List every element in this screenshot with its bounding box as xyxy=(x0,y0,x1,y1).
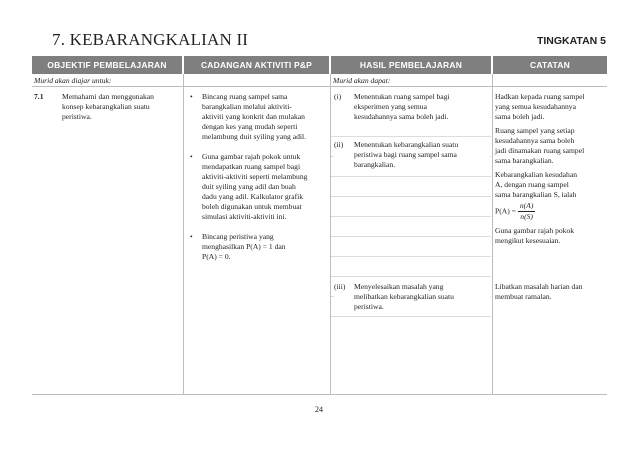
column-divider xyxy=(183,74,184,394)
catatan-line: sama boleh jadi. xyxy=(495,112,545,121)
aktiviti-bullet-3 xyxy=(190,232,328,262)
row-divider xyxy=(32,394,607,395)
formula-fraction xyxy=(518,201,536,222)
objektif-text xyxy=(62,92,180,122)
hasil-label: (ii) xyxy=(334,140,344,149)
aktiviti-line: Guna gambar rajah pokok untuk xyxy=(202,152,301,161)
hasil-label: (iii) xyxy=(334,282,346,291)
hasil-line: barangkalian. xyxy=(354,160,396,169)
aktiviti-line: duit syiling yang adil dan buah xyxy=(202,182,296,191)
catatan-line: Hadkan kepada ruang sampel xyxy=(495,92,585,101)
aktiviti-line: simulasi aktiviti-aktiviti ini. xyxy=(202,212,287,221)
aktiviti-bullet-1 xyxy=(190,92,328,142)
row-divider xyxy=(32,86,607,87)
catatan-column xyxy=(495,92,607,246)
catatan-line: Kebarangkalian kesudahan xyxy=(495,170,578,179)
catatan-line: Libatkan masalah harian dan xyxy=(495,282,583,291)
header-catatan: CATATAN xyxy=(493,56,607,74)
aktiviti-bullet-2 xyxy=(190,152,328,222)
probability-formula xyxy=(495,201,607,222)
catatan-line: yang semua kesudahannya xyxy=(495,102,576,111)
hasil-line: peristiwa. xyxy=(354,302,384,311)
level-label: TINGKATAN 5 xyxy=(536,35,606,47)
aktiviti-line: P(A) = 0. xyxy=(202,252,231,261)
objektif-subheader: Murid akan diajar untuk: xyxy=(34,76,112,85)
catatan-paragraph-2 xyxy=(495,126,607,166)
hasil-line: melibatkan kebarangkalian suatu xyxy=(354,292,454,301)
header-hasil: HASIL PEMBELAJARAN xyxy=(331,56,491,74)
hasil-label: (i) xyxy=(334,92,342,101)
hasil-line: Menentukan kebarangkalian suatu xyxy=(354,140,459,149)
aktiviti-line: melambung duit syiling yang adil. xyxy=(202,132,306,141)
hasil-line: eksperimen yang semua xyxy=(354,102,427,111)
formula-denominator: n(S) xyxy=(520,212,533,221)
objektif-line: peristiwa. xyxy=(62,112,92,121)
catatan-line: membuat ramalan. xyxy=(495,292,552,301)
formula-lhs: P(A) = xyxy=(495,206,516,216)
catatan-line: kesudahannya sama boleh xyxy=(495,136,575,145)
catatan-line: A, dengan ruang sampel xyxy=(495,180,569,189)
bullet-icon: • xyxy=(190,232,193,241)
aktiviti-line: mendapatkan ruang sampel bagi xyxy=(202,162,301,171)
catatan-line: sama barangkalian. xyxy=(495,156,554,165)
page-number: 24 xyxy=(315,405,323,414)
hasil-item-3 xyxy=(334,282,490,312)
catatan-paragraph-4 xyxy=(495,226,607,246)
aktiviti-line: Bincang ruang sampel sama xyxy=(202,92,288,101)
aktiviti-line: aktiviti yang konkrit dan mulakan xyxy=(202,112,305,121)
aktiviti-line: aktiviti-aktiviti seperti melambung xyxy=(202,172,308,181)
hasil-item-1 xyxy=(334,92,490,122)
page-title: 7. KEBARANGKALIAN II xyxy=(52,30,249,49)
hasil-item-2 xyxy=(334,140,490,170)
catatan-line: Ruang sampel yang setiap xyxy=(495,126,575,135)
header-objektif: OBJEKTIF PEMBELAJARAN xyxy=(32,56,182,74)
catatan-paragraph-3 xyxy=(495,170,607,200)
catatan-line: jadi dinamakan ruang sampel xyxy=(495,146,585,155)
aktiviti-line: dadu yang adil. Kalkulator grafik xyxy=(202,192,304,201)
hasil-line: kesudahannya sama boleh jadi. xyxy=(354,112,449,121)
hasil-line: peristiwa bagi ruang sampel sama xyxy=(354,150,457,159)
aktiviti-line: menghasilkan P(A) = 1 dan xyxy=(202,242,286,251)
objektif-line: Memahami dan menggunakan xyxy=(62,92,154,101)
hasil-line: Menyelesaikan masalah yang xyxy=(354,282,444,291)
catatan-paragraph-1 xyxy=(495,92,607,122)
bullet-icon: • xyxy=(190,152,193,161)
catatan-line: sama barangkalian S, ialah xyxy=(495,190,577,199)
catatan-line: Guna gambar rajah pokok xyxy=(495,226,575,235)
hasil-line: Menentukan ruang sampel bagi xyxy=(354,92,450,101)
header-aktiviti: CADANGAN AKTIVITI P&P xyxy=(184,56,329,74)
aktiviti-line: boleh digunakan untuk membuat xyxy=(202,202,302,211)
catatan-line: mengikut kesesuaian. xyxy=(495,236,561,245)
aktiviti-line: dengan kes yang mudah seperti xyxy=(202,122,298,131)
formula-numerator: n(A) xyxy=(519,201,534,210)
catatan-paragraph-5 xyxy=(495,282,607,302)
objektif-line: konsep kebarangkalian suatu xyxy=(62,102,150,111)
syllabus-table xyxy=(32,56,607,394)
aktiviti-line: barangkalian melalui aktiviti- xyxy=(202,102,292,111)
bullet-icon: • xyxy=(190,92,193,101)
hasil-subheader: Murid akan dapat: xyxy=(333,76,391,85)
objektif-number: 7.1 xyxy=(34,92,44,101)
column-divider xyxy=(492,74,493,394)
aktiviti-line: Bincang peristiwa yang xyxy=(202,232,274,241)
